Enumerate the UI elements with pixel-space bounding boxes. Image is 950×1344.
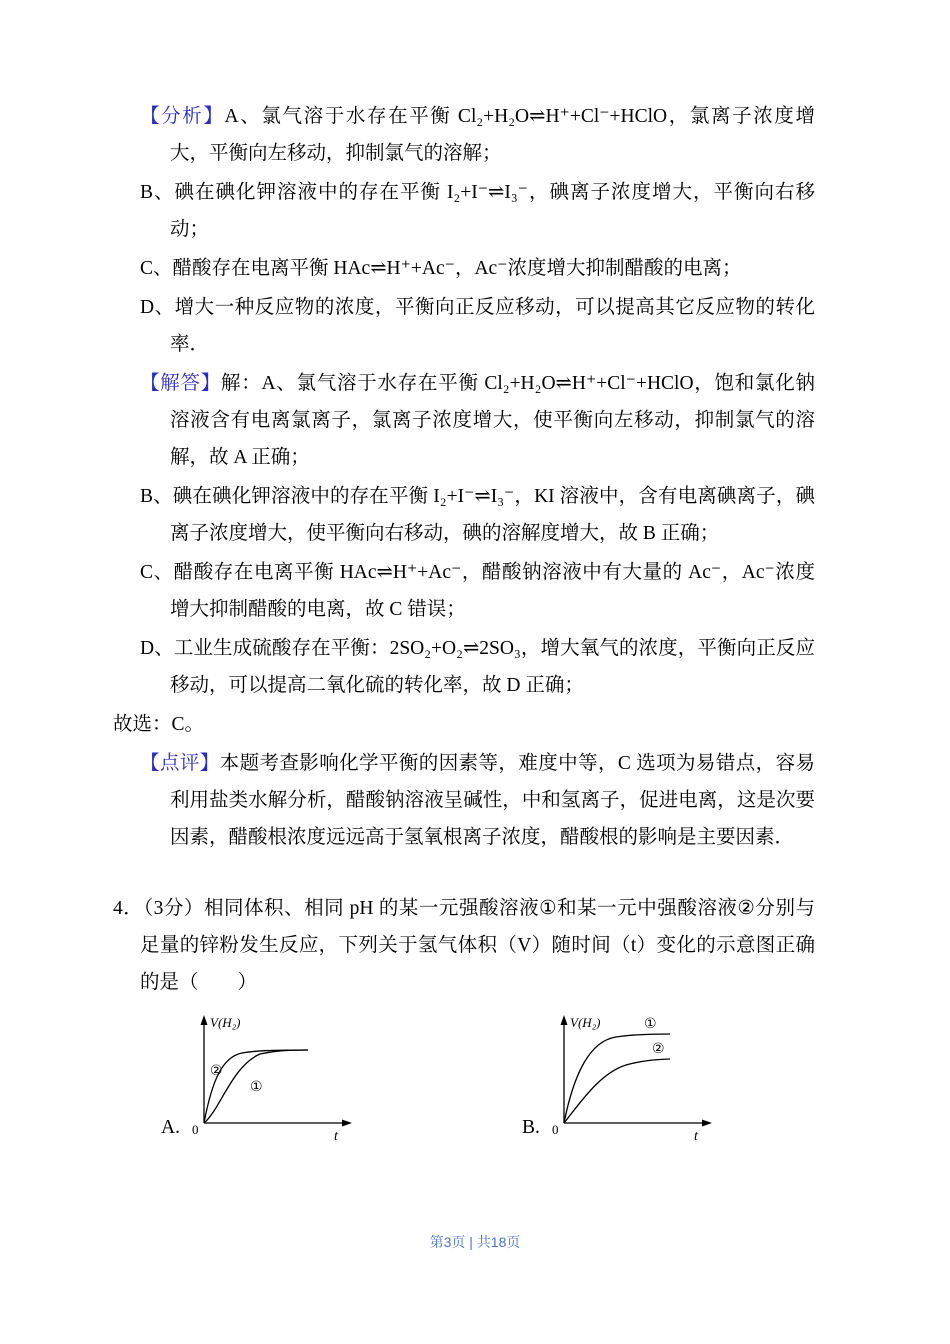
- option-a: [161, 1011, 362, 1151]
- option-b-curve-1-label: ①: [643, 1017, 657, 1032]
- page-footer: [0, 1232, 950, 1252]
- option-b: [522, 1011, 722, 1151]
- analysis-text-c: C、醋酸存在电离平衡 HAc⇌H⁺+Ac⁻，Ac⁻浓度增大抑制醋酸的电离；: [140, 258, 742, 279]
- option-a-plot: [184, 1011, 362, 1151]
- option-a-y-axis-arrow: [200, 1015, 207, 1025]
- analysis-text-b: B、碘在碘化钾溶液中的存在平衡 I₂+I⁻⇌I₃⁻，碘离子浓度增大，平衡向右移动；: [140, 182, 815, 240]
- answer-conclusion-text: 故选：C。: [113, 714, 205, 735]
- option-a-graph: [184, 1011, 362, 1151]
- option-b-plot: [544, 1011, 722, 1151]
- answer-text-c: C、醋酸存在电离平衡 HAc⇌H⁺+Ac⁻，醋酸钠溶液中有大量的 Ac⁻，Ac⁻浓度增大抑制醋酸的电离，故 C 错误；: [140, 562, 815, 620]
- option-a-y-axis-label: V(H₂): [209, 1015, 241, 1030]
- option-b-curve-2: [564, 1059, 670, 1123]
- option-a-curve-2-label: ②: [209, 1064, 223, 1079]
- answer-options-row: [161, 1011, 815, 1151]
- answer-paragraph-d: [140, 630, 815, 704]
- analysis-text-d: D、增大一种反应物的浓度，平衡向正反应移动，可以提高其它反应物的转化率．: [140, 297, 815, 355]
- option-a-origin-label: 0: [191, 1122, 199, 1137]
- answer-label: 【解答】: [140, 373, 221, 394]
- option-b-label: B.: [521, 1116, 540, 1138]
- comment-text: 本题考查影响化学平衡的因素等，难度中等，C 选项为易错点，容易利用盐类水解分析，醋酸钠溶液呈碱性，中和氢离子，促进电离，这是次要因素，醋酸根浓度远远高于氢氧根离子浓度，醋酸根的影响是主要因素．: [170, 753, 815, 848]
- comment-label: 【点评】: [140, 753, 220, 774]
- option-b-x-axis-arrow: [702, 1120, 712, 1127]
- page-number-text: 第3页 | 共18页: [429, 1234, 521, 1250]
- option-a-curve-1-label: ①: [249, 1080, 263, 1095]
- analysis-text-a: A、氯气溶于水存在平衡 Cl₂+H₂O⇌H⁺+Cl⁻+HClO，氯离子浓度增大，平衡向左移动，抑制氯气的溶解；: [170, 106, 815, 164]
- question-4-text: 4．（3分）相同体积、相同 pH 的某一元强酸溶液①和某一元中强酸溶液②分别与足量的锌粉发生反应，下列关于氢气体积（V）随时间（t）变化的示意图正确的是（ ）: [113, 898, 815, 993]
- answer-paragraph-c: [140, 554, 815, 628]
- comment-paragraph: [140, 745, 815, 856]
- question-4-block: [113, 890, 815, 1151]
- option-a-x-axis-arrow: [342, 1120, 352, 1127]
- analysis-paragraph-b: [140, 174, 815, 248]
- option-b-y-axis-label: V(H₂): [569, 1015, 601, 1030]
- question-4-text-paragraph: [113, 890, 815, 1001]
- option-b-x-axis-label: t: [693, 1129, 698, 1144]
- analysis-label: 【分析】: [140, 106, 225, 127]
- analysis-paragraph-a: [140, 98, 815, 172]
- option-b-origin-label: 0: [551, 1122, 559, 1137]
- option-b-graph: [544, 1011, 722, 1151]
- option-a-label: A.: [161, 1116, 180, 1138]
- answer-paragraph-a: [140, 365, 815, 476]
- option-b-y-axis-arrow: [560, 1015, 567, 1025]
- answer-text-a: 解：A、氯气溶于水存在平衡 Cl₂+H₂O⇌H⁺+Cl⁻+HClO，饱和氯化钠溶液含有电离氯离子，氯离子浓度增大，使平衡向左移动，抑制氯气的溶解，故 A 正确；: [170, 373, 815, 468]
- option-a-x-axis-label: t: [333, 1129, 338, 1144]
- answer-conclusion: [113, 706, 815, 743]
- option-b-curve-2-label: ②: [651, 1042, 665, 1057]
- analysis-paragraph-d: [140, 289, 815, 363]
- answer-paragraph-b: [140, 478, 815, 552]
- analysis-paragraph-c: [140, 250, 815, 287]
- answer-text-b: B、碘在碘化钾溶液中的存在平衡 I₂+I⁻⇌I₃⁻，KI 溶液中，含有电离碘离子，碘离子浓度增大，使平衡向右移动，碘的溶解度增大，故 B 正确；: [140, 486, 815, 544]
- answer-text-d: D、工业生成硫酸存在平衡：2SO₂+O₂⇌2SO₃，增大氧气的浓度，平衡向正反应移动，可以提高二氧化硫的转化率，故 D 正确；: [140, 638, 815, 696]
